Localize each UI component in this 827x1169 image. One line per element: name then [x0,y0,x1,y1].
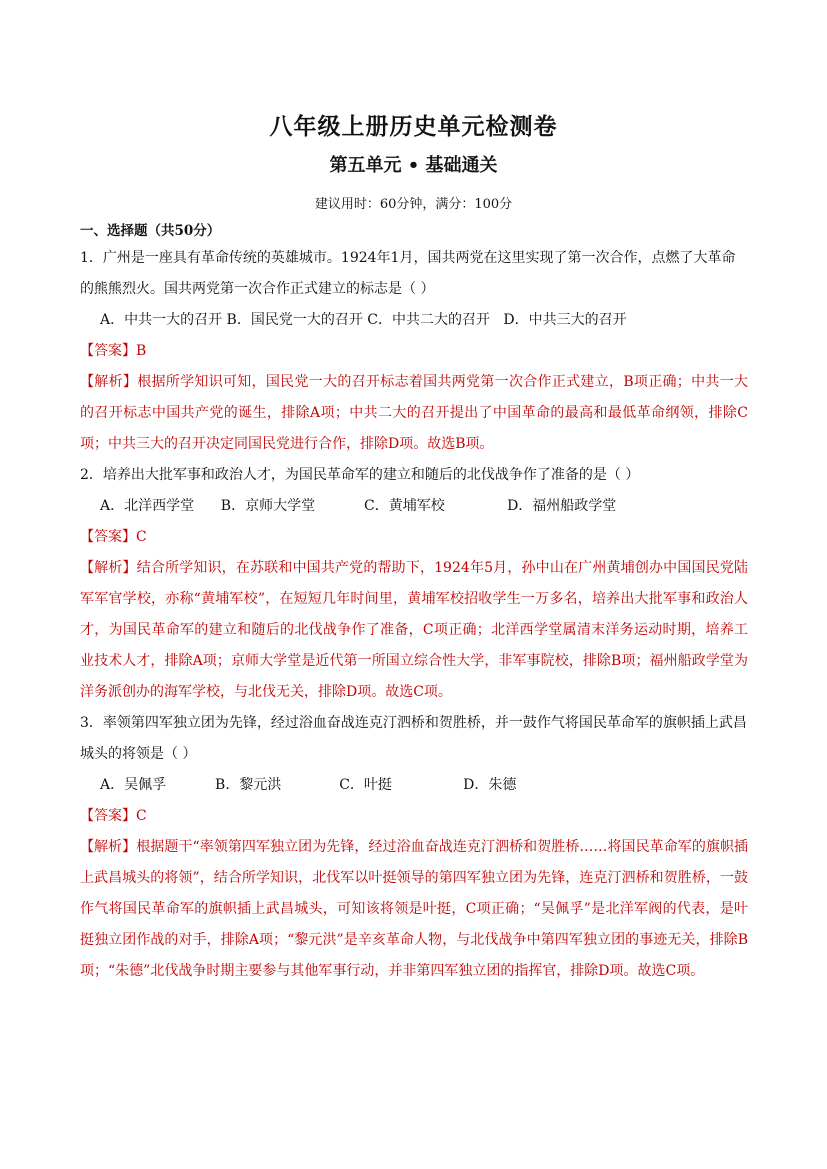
question-1-answer [80,336,748,367]
answer-label: 【答案】 [80,343,136,359]
explanation-label: 【解析】 [80,374,138,390]
question-3-explanation [80,832,748,987]
explanation-label: 【解析】 [80,839,137,855]
answer-label: 【答案】 [80,529,136,545]
explanation-text: 根据题干“率领第四军独立团为先锋，经过浴血奋战连克汀泗桥和贺胜桥……将国民革命军的旗帜插上武昌城头的将领”，结合所学知识，北伐军以叶挺领导的第四军独立团为先锋，连克汀泗桥和贺胜桥，一鼓作气将国民革命军的旗帜插上武昌城头，可知该将领是叶挺，C项正确；“吴佩孚”是北洋军阀的代表，是叶挺独立团作战的对手，排除A项；“黎元洪”是辛亥革命人物，与北伐战争中第四军独立团的事迹无关，排除B项；“朱德”北伐战争时期主要参与其他军事行动，并非第四军独立团的指挥官，排除D项。故选C项。 [80,839,749,979]
question-list [80,243,748,987]
question-3-stem: 3．率领第四军独立团为先锋，经过浴血奋战连克汀泗桥和贺胜桥，并一鼓作气将国民革命军的旗帜插上武昌城头的将领是（ ） [80,715,747,762]
explanation-label: 【解析】 [80,560,137,576]
question-1-options: A．中共一大的召开 B．国民党一大的召开 C．中共二大的召开 D．中共三大的召开 [100,312,627,328]
section-heading: 一、选择题（共50分） [80,223,221,239]
question-2-options: A．北洋西学堂 B．京师大学堂 C．黄埔军校 D．福州船政学堂 [100,498,617,514]
answer-value: B [136,343,147,359]
exam-timing: 建议用时：60分钟，满分：100分 [314,197,513,212]
question-2-answer [80,522,748,553]
question-2-stem: 2．培养出大批军事和政治人才，为国民革命军的建立和随后的北伐战争作了准备的是（ ） [80,467,640,483]
question-1-explanation [80,367,748,460]
explanation-text: 根据所学知识可知，国民党一大的召开标志着国共两党第一次合作正式建立，B项正确；中共一大的召开标志中国共产党的诞生，排除A项；中共二大的召开提出了中国革命的最高和最低革命纲领，排除C项；中共三大的召开决定同国民党进行合作，排除D项。故选B项。 [80,374,749,452]
question-2-explanation [80,553,748,708]
page-title: 八年级上册历史单元检测卷 [269,113,558,140]
question-3-options: A．吴佩孚 B．黎元洪 C．叶挺 D．朱德 [100,777,517,793]
answer-label: 【答案】 [80,808,136,824]
explanation-text: 结合所学知识，在苏联和中国共产党的帮助下，1924年5月，孙中山在广州黄埔创办中国国民党陆军军官学校，亦称“黄埔军校”，在短短几年时间里，黄埔军校招收学生一万多名，培养出大批军事和政治人才，为国民革命军的建立和随后的北伐战争作了准备，C项正确；北洋西学堂属清末洋务运动时期，培养工业技术人才，排除A项；京师大学堂是近代第一所国立综合性大学，非军事院校，排除B项；福州船政学堂为洋务派创办的海军学校，与北伐无关，排除D项。故选C项。 [80,560,748,700]
question-3-answer [80,801,748,832]
answer-value: C [136,529,147,545]
question-1-stem: 1．广州是一座具有革命传统的英雄城市。1924年1月，国共两党在这里实现了第一次合作，点燃了大革命的熊熊烈火。国共两党第一次合作正式建立的标志是（ ） [80,250,736,297]
unit-subtitle: 第五单元 • 基础通关 [329,155,498,176]
answer-value: C [136,808,147,824]
